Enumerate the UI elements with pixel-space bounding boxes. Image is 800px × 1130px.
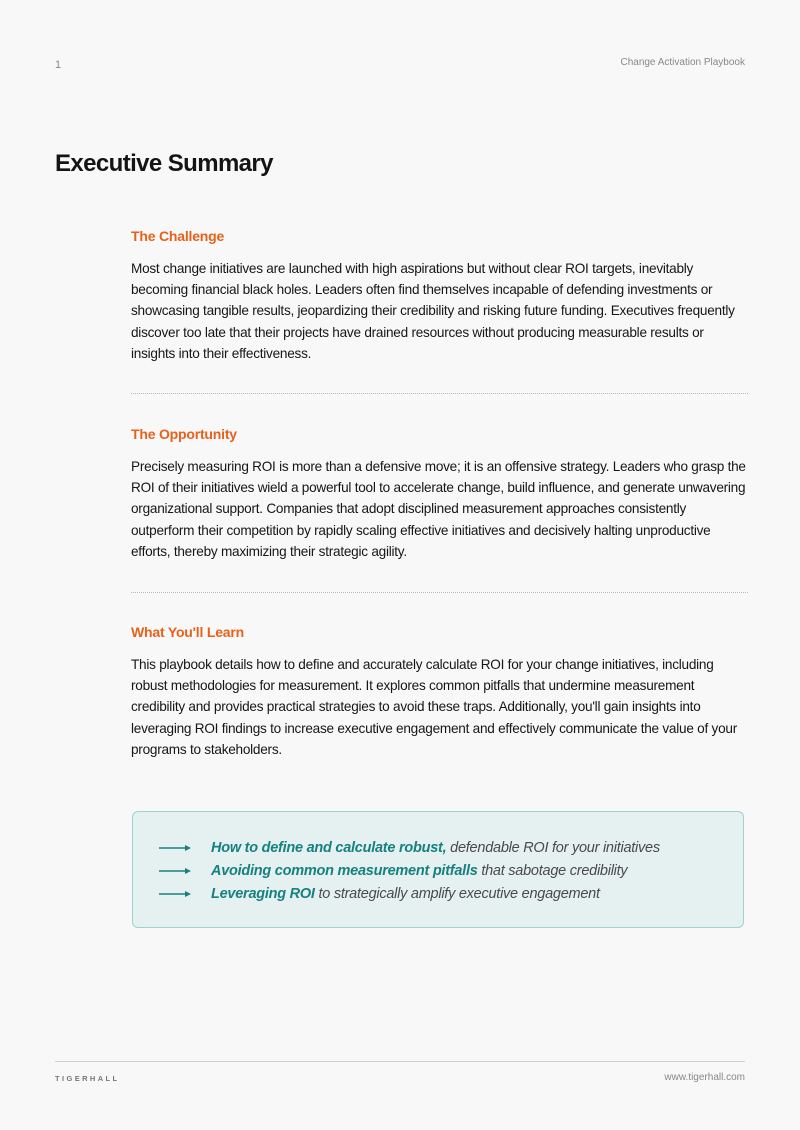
page-number: 1 bbox=[55, 59, 62, 71]
footer-logo: TIGERHALL bbox=[55, 1074, 120, 1083]
section-divider bbox=[131, 393, 748, 394]
page-title: Executive Summary bbox=[55, 150, 273, 177]
callout-strong: Avoiding common measurement pitfalls bbox=[211, 863, 478, 879]
callout-item bbox=[159, 883, 600, 905]
arrow-right-icon bbox=[159, 866, 191, 876]
callout-item bbox=[159, 837, 660, 859]
callout-item bbox=[159, 860, 627, 882]
callout-rest: defendable ROI for your initiatives bbox=[446, 840, 660, 856]
section-challenge bbox=[131, 228, 748, 364]
callout-strong: Leveraging ROI bbox=[211, 886, 315, 902]
callout-text bbox=[211, 886, 600, 902]
callout-text bbox=[211, 863, 627, 879]
key-takeaways-callout bbox=[132, 811, 744, 928]
arrow-right-icon bbox=[159, 843, 191, 853]
section-body: This playbook details how to define and accurately calculate ROI for your change initiatives, including robust methodologies for measurement. It explores common pitfalls that undermine measurement credibility and provides practical strategies to avoid these traps. Additionally, you'll gain insights into leveraging ROI findings to increase executive engagement and effectively communicate the value of your programs to stakeholders. bbox=[131, 657, 737, 757]
section-heading: What You'll Learn bbox=[131, 624, 244, 640]
callout-rest: that sabotage credibility bbox=[477, 863, 628, 879]
running-title: Change Activation Playbook bbox=[620, 57, 745, 68]
section-body: Most change initiatives are launched with high aspirations but without clear ROI targets, inevitably becoming financial black holes. Leaders often find themselves incapable of defending investments or showcasing tangible results, jeopardizing their credibility and risking future funding. Executives frequently discover too late that their projects have drained resources without producing measurable results or insights into their effectiveness. bbox=[131, 261, 735, 361]
arrow-right-icon bbox=[159, 889, 191, 899]
callout-rest: to strategically amplify executive engagement bbox=[314, 886, 600, 902]
section-heading: The Challenge bbox=[131, 228, 225, 244]
footer-url[interactable]: www.tigerhall.com bbox=[664, 1072, 745, 1083]
callout-text bbox=[211, 840, 660, 856]
section-what-youll-learn bbox=[131, 624, 748, 760]
section-heading: The Opportunity bbox=[131, 426, 237, 442]
section-divider bbox=[131, 592, 748, 593]
section-opportunity bbox=[131, 426, 748, 562]
section-body: Precisely measuring ROI is more than a defensive move; it is an offensive strategy. Leaders who grasp the ROI of their initiatives wield a powerful tool to accelerate change, build influence, and generate unwavering organizational support. Companies that adopt disciplined measurement approaches consistently outperform their competition by rapidly scaling effective initiatives and decisively halting unproductive efforts, thereby maximizing their strategic agility. bbox=[131, 459, 746, 559]
footer-rule bbox=[55, 1061, 745, 1062]
callout-strong: How to define and calculate robust, bbox=[211, 840, 447, 856]
